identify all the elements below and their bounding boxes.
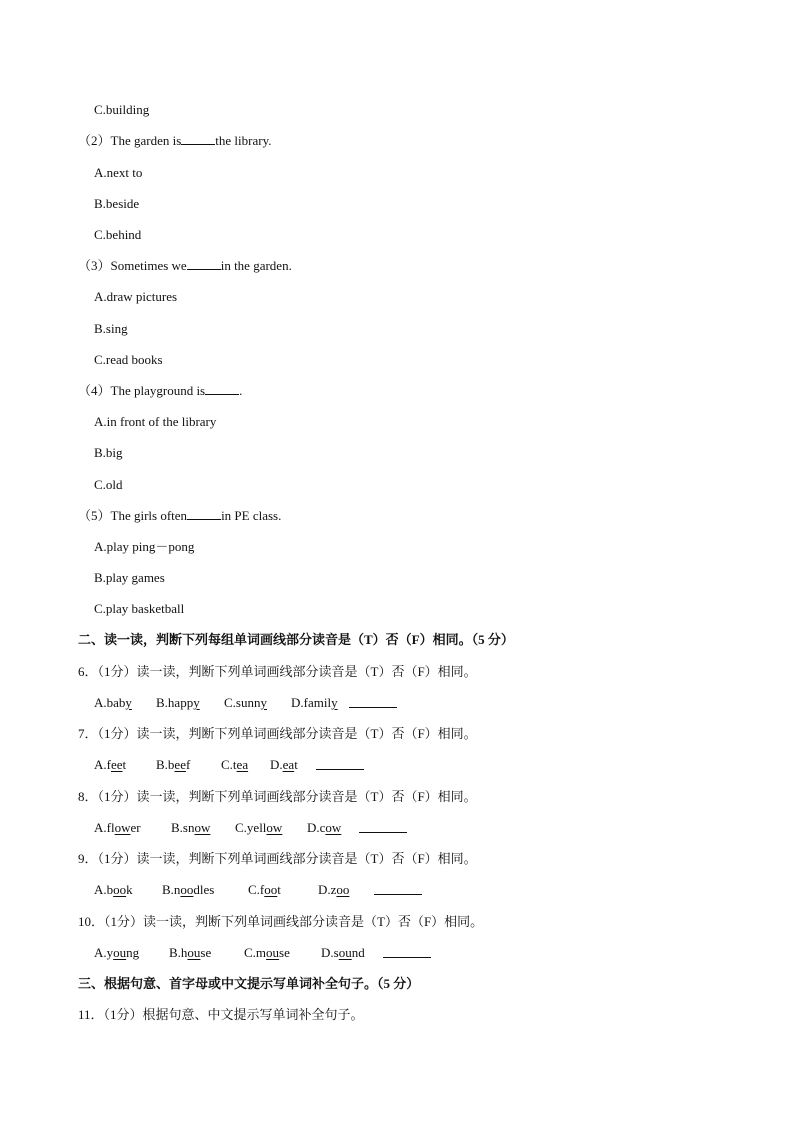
underlined-letters: y [260,695,267,710]
phonics-word-option: A.young [94,945,140,960]
underlined-letters: oo [264,882,278,897]
answer-blank[interactable] [349,695,397,712]
phonics-word-option: A.flower [94,820,141,835]
answer-blank[interactable] [187,269,221,270]
answer-blank[interactable] [205,394,239,395]
underlined-letters: oo [113,882,127,897]
section-3-heading: 三、根据句意、首字母或中文提示写单词补全句子。（5 分） [78,976,420,991]
answer-blank-line[interactable] [383,945,431,958]
answer-blank-line[interactable] [359,820,407,833]
q5-option-a: A.play ping－pong [94,539,195,554]
q2-stem: （2）The garden is the library. [78,133,272,148]
answer-blank[interactable] [181,144,215,145]
q3-stem: （3）Sometimes we in the garden. [78,258,292,273]
underlined-letters: ee [110,757,123,772]
phonics-word-option: D.family [291,695,338,710]
q4-option-c: C.old [94,477,123,492]
section-2-heading: 二、读一读，判断下列每组单词画线部分读音是（T）否（F）相同。（5 分） [78,632,514,647]
q4-option-b: B.big [94,445,123,460]
underlined-letters: y [125,695,132,710]
phonics-word-option: C.yellow [235,820,283,835]
phonics-word-option: A.baby [94,695,132,710]
underlined-letters: ow [114,820,131,835]
phonics-word-option: A.feet [94,757,127,772]
phonics-word-option: B.snow [171,820,211,835]
underlined-letters: ou [113,945,127,960]
phonics-word-option: D.zoo [318,882,350,897]
underlined-letters: ow [194,820,211,835]
underlined-letters: ea [282,757,295,772]
phonics-question-stem: 8．（1分）读一读，判断下列单词画线部分读音是（T）否（F）相同。 [78,789,477,804]
q11-stem: 11．（1分）根据句意、中文提示写单词补全句子。 [78,1007,364,1022]
underlined-letters: ow [325,820,342,835]
q3-option-a: A.draw pictures [94,289,178,304]
phonics-word-option: B.beef [156,757,191,772]
phonics-word-option: B.house [169,945,212,960]
underlined-letters: oo [336,882,350,897]
phonics-word-option: D.eat [270,757,298,772]
phonics-word-option: D.cow [307,820,342,835]
phonics-question-stem: 7．（1分）读一读，判断下列单词画线部分读音是（T）否（F）相同。 [78,726,477,741]
phonics-word-option: D.sound [321,945,365,960]
underlined-letters: ou [338,945,352,960]
q5-stem: （5）The girls often in PE class. [78,508,282,523]
q3-option-c: C.read books [94,352,163,367]
q1-option-c: C.building [94,102,150,117]
phonics-word-option: C.sunny [224,695,267,710]
phonics-word-option: A.book [94,882,133,897]
phonics-question-stem: 6．（1分）读一读，判断下列单词画线部分读音是（T）否（F）相同。 [78,664,477,679]
answer-blank-line[interactable] [374,882,422,895]
q2-option-c: C.behind [94,227,142,242]
underlined-letters: ow [266,820,283,835]
q5-option-c: C.play basketball [94,601,185,616]
phonics-word-option: C.mouse [244,945,290,960]
underlined-letters: y [331,695,338,710]
answer-blank[interactable] [374,882,422,899]
q4-option-a: A.in front of the library [94,414,217,429]
answer-blank[interactable] [316,757,364,774]
q4-stem: （4）The playground is . [78,383,243,398]
answer-blank-line[interactable] [349,695,397,708]
underlined-letters: ou [187,945,201,960]
phonics-question-stem: 10．（1分）读一读，判断下列单词画线部分读音是（T）否（F）相同。 [78,914,484,929]
answer-blank[interactable] [359,820,407,837]
q2-option-a: A.next to [94,165,143,180]
q5-option-b: B.play games [94,570,165,585]
answer-blank[interactable] [383,945,431,962]
answer-blank[interactable] [187,519,221,520]
phonics-word-option: B.noodles [162,882,215,897]
phonics-word-option: B.happy [156,695,200,710]
answer-blank-line[interactable] [316,757,364,770]
underlined-letters: ea [236,757,249,772]
underlined-letters: ou [266,945,280,960]
underlined-letters: ee [174,757,186,772]
q2-option-b: B.beside [94,196,140,211]
underlined-letters: oo [180,882,194,897]
phonics-word-option: C.foot [248,882,281,897]
phonics-question-stem: 9．（1分）读一读，判断下列单词画线部分读音是（T）否（F）相同。 [78,851,477,866]
phonics-word-option: C.tea [221,757,249,772]
q3-option-b: B.sing [94,321,128,336]
underlined-letters: y [193,695,200,710]
